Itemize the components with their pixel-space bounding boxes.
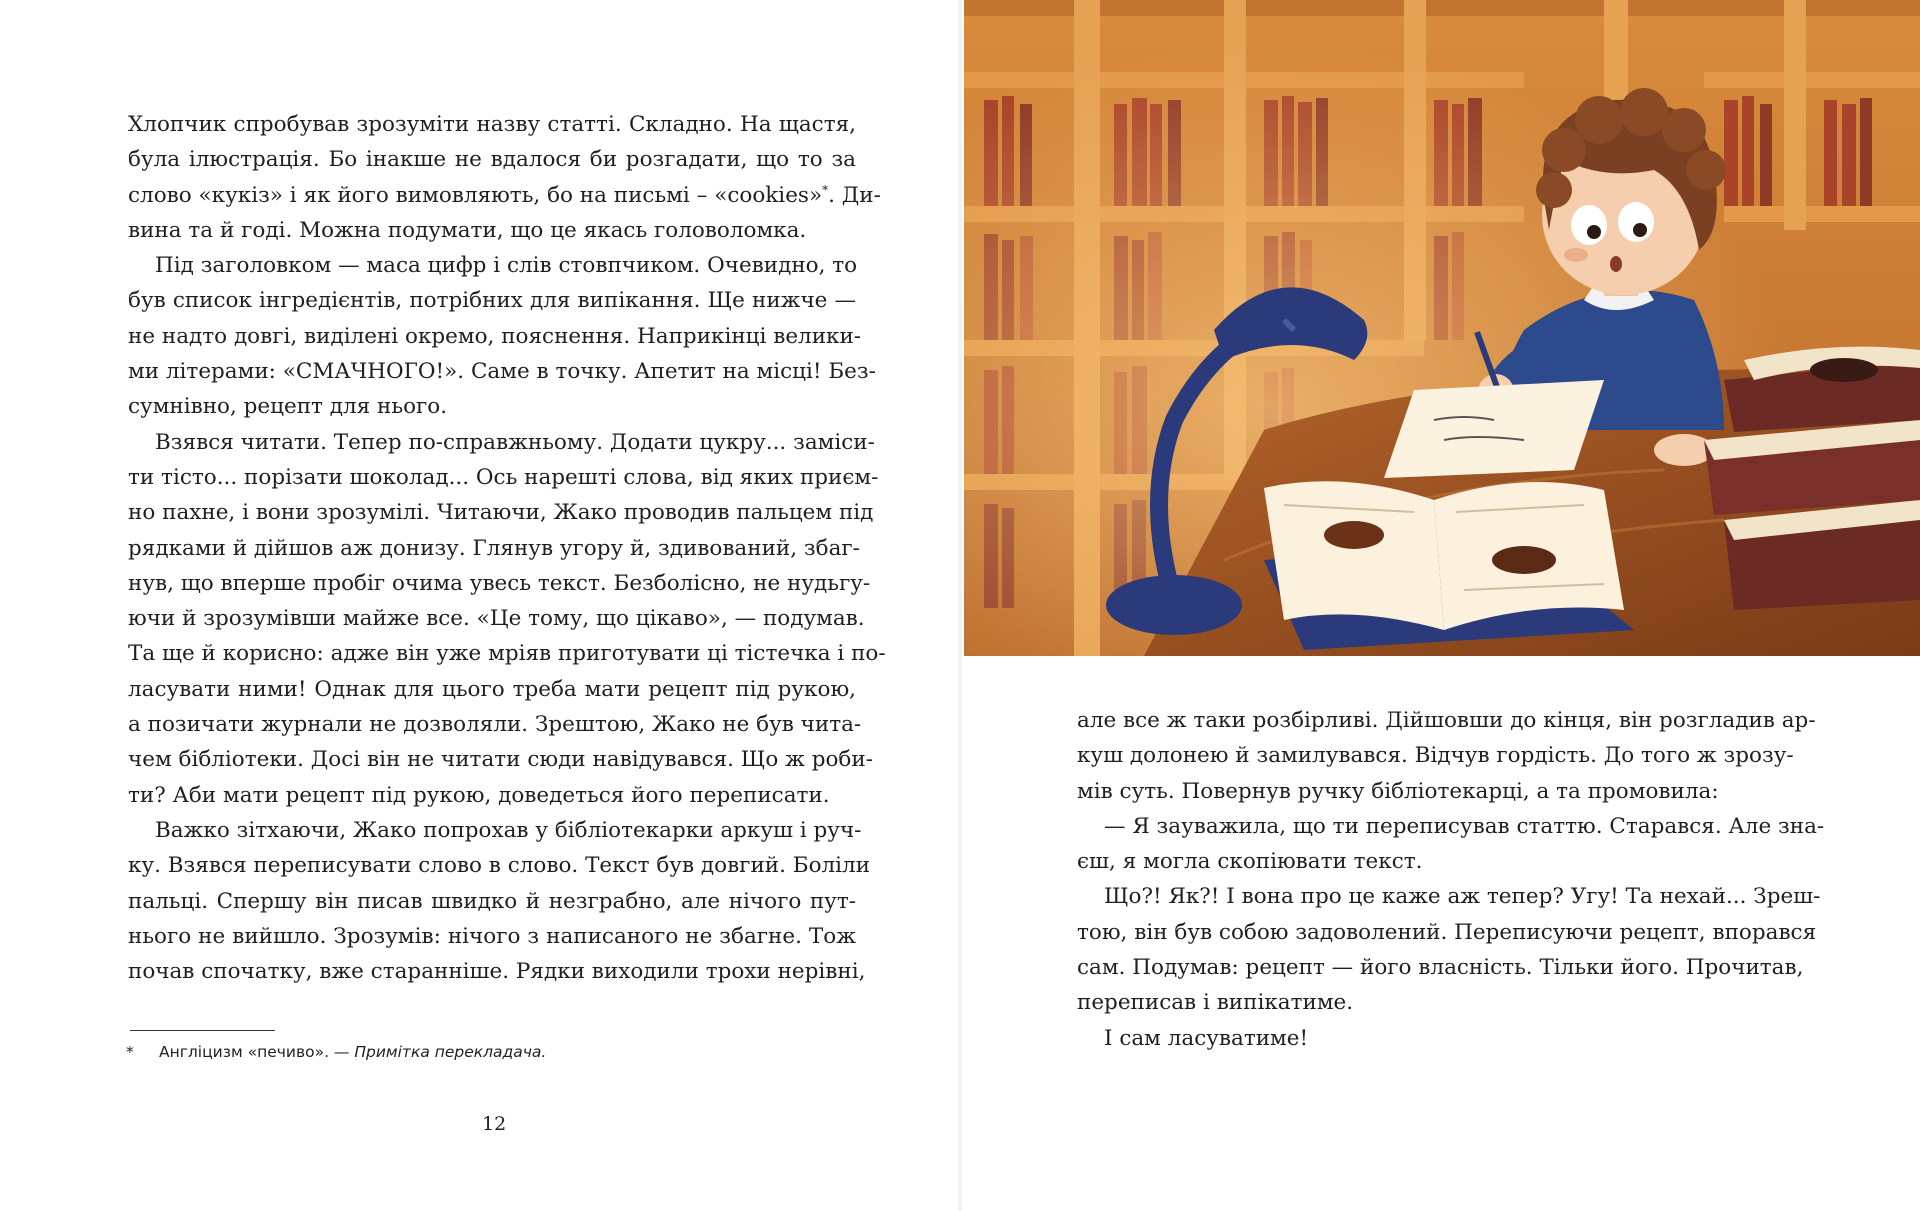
text-line: Хлопчик спробував зрозуміти назву статті. Складно. На щастя,: [128, 112, 856, 137]
text-line: а позичати журнали не дозволяли. Зрештою, Жако не був чита-: [128, 712, 862, 738]
text-line: рядками й дійшов аж донизу. Глянув угору й, здивований, збаг-: [128, 535, 860, 561]
text-line: ми літерами: «СМАЧНОГО!». Саме в точку. Апетит на місці! Без-: [128, 359, 876, 385]
left-page-text: [128, 107, 886, 989]
text-line: нього не вийшло. Зрозумів: нічого з написаного не збагне. Тож: [128, 923, 856, 949]
note-paper: [1384, 380, 1604, 478]
text-segment: слово «кукіз» і як його вимовляють, бо на письмі – «cookies»: [128, 182, 823, 208]
right-page: [960, 0, 1920, 1211]
text-line: І сам ласуватиме!: [1104, 1025, 1309, 1051]
footnote-text: Англіцизм «печиво». —: [159, 1043, 355, 1061]
text-line: но пахне, і вони зрозумілі. Читаючи, Жако проводив пальцем під: [128, 500, 874, 526]
book-stack: [1704, 347, 1920, 610]
footnote-reference: *: [822, 182, 829, 197]
text-line: ти тісто... порізати шоколад... Ось нарешті слова, від яких приєм-: [128, 464, 879, 490]
footnote: [126, 1043, 546, 1061]
text-line: куш долонею й замилувався. Відчув гордість. До того ж зрозу-: [1077, 743, 1794, 769]
text-segment: Ди-: [834, 182, 881, 208]
text-line: слово «кукіз» і як його вимовляють, бо на письмі – «cookies»*. Ди-: [128, 182, 881, 208]
text-line: мів суть. Повернув ручку бібліотекарці, а та промовила:: [1077, 778, 1719, 804]
open-book: [1264, 481, 1634, 650]
text-line: переписав і випікатиме.: [1077, 990, 1354, 1016]
text-line: почав спочатку, вже старанніше. Рядки виходили трохи нерівні,: [128, 959, 866, 985]
illustration: [964, 0, 1920, 656]
page-number: 12: [482, 1113, 507, 1135]
text-line: ку. Взявся переписувати слово в слово. Текст був довгий. Боліли: [128, 853, 871, 879]
right-page-text: [1077, 703, 1825, 1056]
text-line: — Я зауважила, що ти переписував статтю. Старався. Але зна-: [1104, 813, 1825, 839]
text-line: Важко зітхаючи, Жако попрохав у бібліотекарки аркуш і руч-: [155, 817, 862, 843]
text-line: Та ще й корисно: адже він уже мріяв приготувати ці тістечка і по-: [128, 641, 886, 667]
footnote-divider: [130, 1030, 275, 1031]
text-line: чем бібліотеки. Досі він не читати сюди навідувався. Що ж роби-: [128, 747, 873, 773]
footnote-marker: *: [126, 1043, 134, 1061]
text-line: єш, я могла скопіювати текст.: [1077, 849, 1423, 875]
text-line: Під заголовком — маса цифр і слів стовпчиком. Очевидно, то: [155, 253, 858, 279]
text-line: була ілюстрація. Бо інакше не вдалося би розгадати, що то за: [128, 147, 856, 173]
text-line: сам. Подумав: рецепт — його власність. Тільки його. Прочитав,: [1077, 955, 1804, 981]
text-line: ти? Аби мати рецепт під рукою, доведеться його переписати.: [128, 782, 830, 808]
text-line: пальці. Спершу він писав швидко й незграбно, але нічого пут-: [128, 888, 856, 914]
text-line: був список інгредієнтів, потрібних для випікання. Ще нижче —: [128, 288, 856, 314]
text-line: сумнівно, рецепт для нього.: [128, 394, 448, 420]
text-line: вина та й годі. Можна подумати, що це якась головоломка.: [128, 217, 807, 243]
text-line: нув, що вперше пробіг очима увесь текст. Безболісно, не нудьгу-: [128, 570, 871, 596]
text-line: ласувати ними! Однак для цього треба мати рецепт під рукою,: [128, 676, 856, 702]
text-line: ючи й зрозумівши майже все. «Це тому, що цікаво», — подумав.: [128, 606, 865, 632]
text-line: Взявся читати. Тепер по-справжньому. Додати цукру... заміси-: [155, 429, 875, 455]
text-line: але все ж таки розбірливі. Дійшовши до кінця, він розгладив ар-: [1077, 708, 1816, 733]
footnote-credit: Примітка перекладача.: [354, 1043, 547, 1061]
text-line: не надто довгі, виділені окремо, пояснення. Наприкінці велики-: [128, 323, 862, 349]
text-line: тою, він був собою задоволений. Переписуючи рецепт, впорався: [1077, 919, 1817, 945]
text-line: Що?! Як?! І вона про це каже аж тепер? Угу! Та нехай... Зреш-: [1104, 884, 1821, 910]
